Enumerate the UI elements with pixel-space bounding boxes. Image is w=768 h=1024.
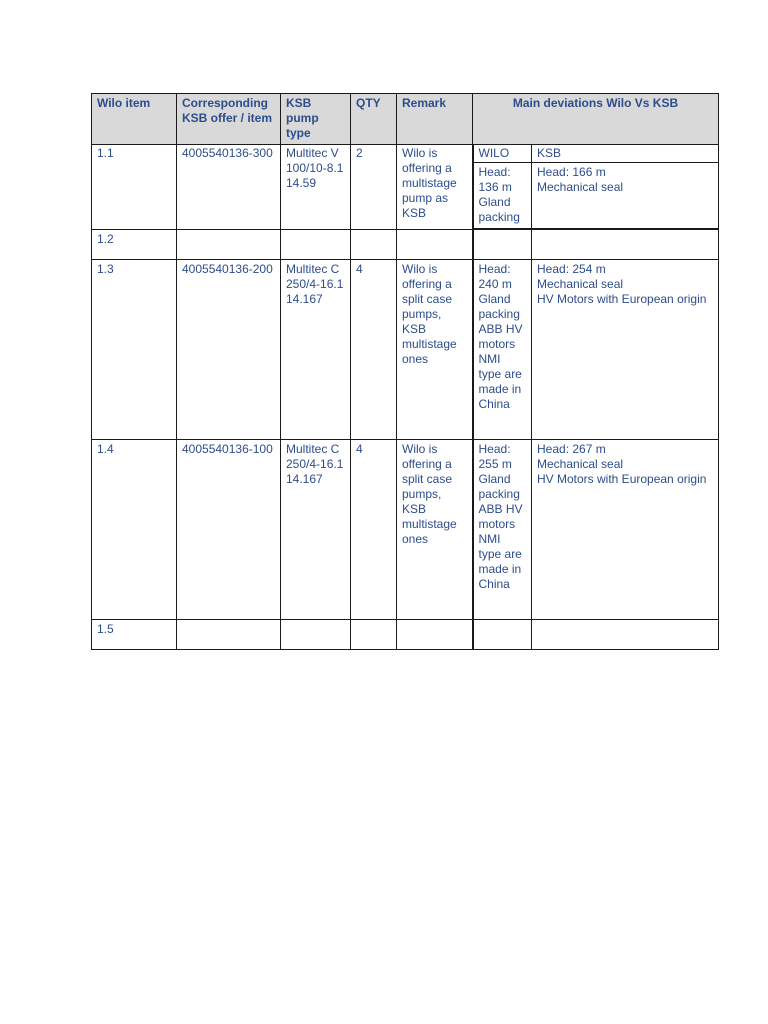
- cell-remark: [397, 619, 473, 649]
- header-ksb-pump-type: KSB pump type: [281, 94, 351, 145]
- cell-pump-type: Multitec V 100/10-8.1 14.59: [281, 145, 351, 230]
- cell-item: 1.4: [92, 439, 177, 619]
- header-row: [92, 94, 719, 145]
- cell-remark: Wilo is offering a multistage pump as KSB: [397, 145, 473, 230]
- cell-wilo-deviation: [473, 229, 532, 259]
- cell-item: 1.5: [92, 619, 177, 649]
- cell-qty: [351, 229, 397, 259]
- cell-ksb-deviation: Head: 267 m Mechanical seal HV Motors with European origin: [532, 439, 719, 619]
- cell-qty: 2: [351, 145, 397, 230]
- subheader-wilo: WILO: [473, 145, 532, 163]
- cell-pump-type: [281, 229, 351, 259]
- cell-offer: [177, 229, 281, 259]
- table-row: [92, 259, 719, 439]
- cell-wilo-deviation: Head: 136 m Gland packing: [473, 163, 532, 230]
- header-main-deviations: Main deviations Wilo Vs KSB: [473, 94, 719, 145]
- cell-ksb-deviation: [532, 229, 719, 259]
- header-remark: Remark: [397, 94, 473, 145]
- cell-item: 1.2: [92, 229, 177, 259]
- cell-ksb-deviation: [532, 619, 719, 649]
- cell-ksb-deviation: Head: 166 m Mechanical seal: [532, 163, 719, 230]
- table-row: [92, 619, 719, 649]
- cell-wilo-deviation: [473, 619, 532, 649]
- cell-offer: 4005540136-100: [177, 439, 281, 619]
- subheader-ksb: KSB: [532, 145, 719, 163]
- header-ksb-offer: Corresponding KSB offer / item: [177, 94, 281, 145]
- cell-remark: Wilo is offering a split case pumps, KSB multistage ones: [397, 439, 473, 619]
- cell-wilo-deviation: Head: 255 m Gland packing ABB HV motors NMI type are made in China: [473, 439, 532, 619]
- cell-pump-type: Multitec C 250/4-16.1 14.167: [281, 439, 351, 619]
- table-row: [92, 229, 719, 259]
- wilo-ksb-comparison-table: [91, 93, 719, 650]
- cell-qty: 4: [351, 259, 397, 439]
- cell-wilo-deviation: Head: 240 m Gland packing ABB HV motors NMI type are made in China: [473, 259, 532, 439]
- cell-item: 1.1: [92, 145, 177, 230]
- table-row: [92, 439, 719, 619]
- cell-offer: [177, 619, 281, 649]
- cell-offer: 4005540136-200: [177, 259, 281, 439]
- cell-pump-type: [281, 619, 351, 649]
- cell-item: 1.3: [92, 259, 177, 439]
- cell-pump-type: Multitec C 250/4-16.1 14.167: [281, 259, 351, 439]
- cell-remark: Wilo is offering a split case pumps, KSB multistage ones: [397, 259, 473, 439]
- cell-qty: 4: [351, 439, 397, 619]
- header-wilo-item: Wilo item: [92, 94, 177, 145]
- table-row: [92, 145, 719, 163]
- cell-qty: [351, 619, 397, 649]
- header-qty: QTY: [351, 94, 397, 145]
- cell-remark: [397, 229, 473, 259]
- cell-ksb-deviation: Head: 254 m Mechanical seal HV Motors with European origin: [532, 259, 719, 439]
- cell-offer: 4005540136-300: [177, 145, 281, 230]
